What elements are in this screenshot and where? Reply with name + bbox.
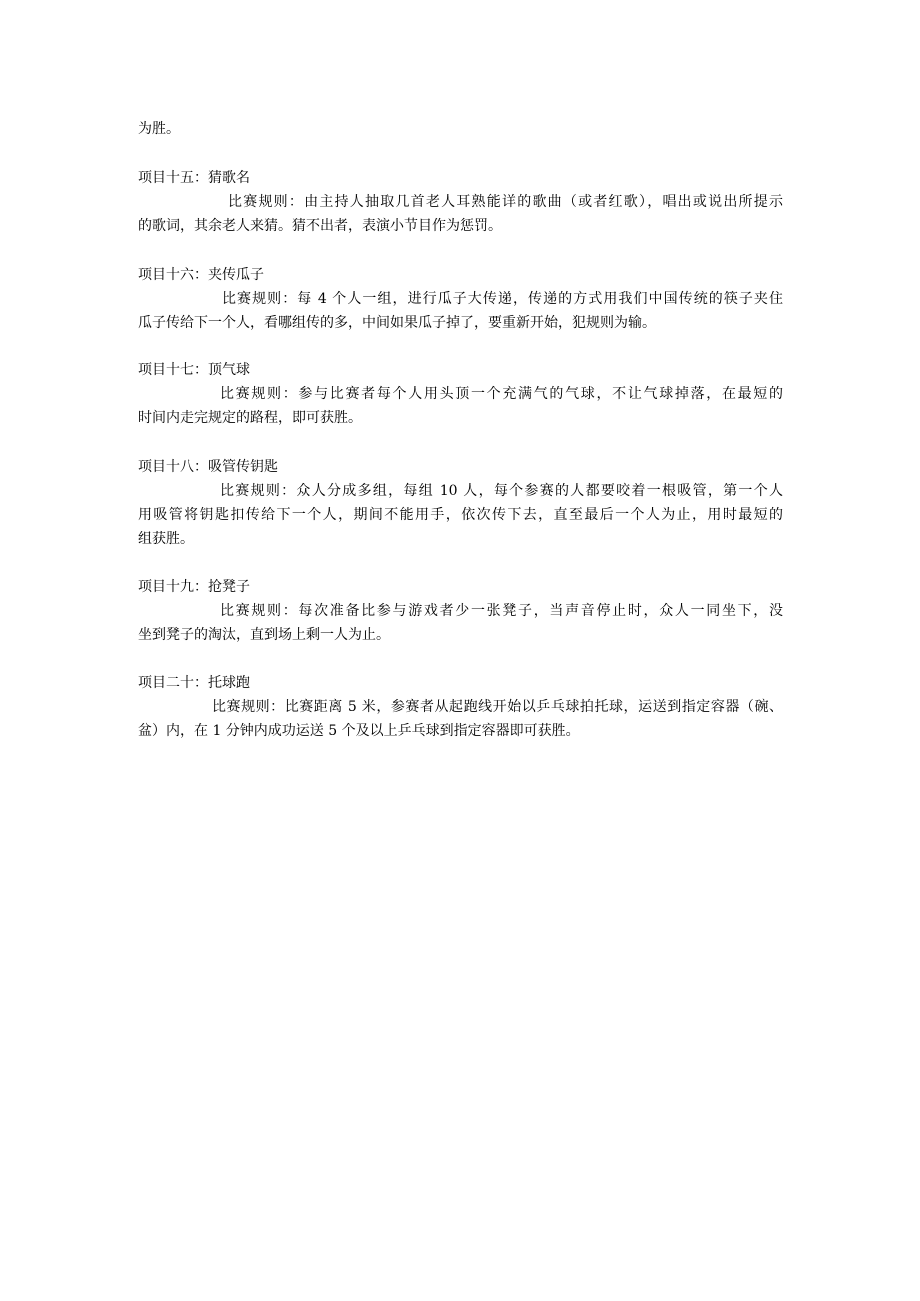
item-rule-line: 组获胜。: [138, 531, 194, 547]
item-rule-line: 的歌词，其余老人来猜。猜不出者，表演小节目作为惩罚。: [138, 218, 502, 234]
item-rule-line: 比赛规则：由主持人抽取几首老人耳熟能详的歌曲（或者红歌），唱出或说出所提示: [228, 194, 783, 210]
item-rule-line: 用吸管将钥匙扣传给下一个人，期间不能用手，依次传下去，直至最后一个人为止，用时最短的: [138, 507, 783, 523]
item-title: 项目十八：吸管传钥匙: [138, 459, 278, 475]
item-title: 项目十六：夹传瓜子: [138, 267, 264, 283]
item-rule-line: 瓜子传给下一个人，看哪组传的多，中间如果瓜子掉了，要重新开始，犯规则为输。: [138, 315, 656, 331]
item-rule-line: 盆）内，在 1 分钟内成功运送 5 个及以上乒乓球到指定容器即可获胜。: [138, 723, 580, 739]
item-title: 项目十九：抢凳子: [138, 579, 250, 595]
item-title: 项目二十：托球跑: [138, 675, 250, 691]
item-rule-line: 比赛规则：参与比赛者每个人用头顶一个充满气的气球，不让气球掉落，在最短的: [220, 386, 783, 402]
item-rule-line: 比赛规则：每次准备比参与游戏者少一张凳子，当声音停止时，众人一同坐下，没: [220, 603, 783, 619]
item-rule-line: 时间内走完规定的路程，即可获胜。: [138, 410, 362, 426]
item-rule-line: 比赛规则：众人分成多组，每组 10 人，每个参赛的人都要咬着一根吸管，第一个人: [220, 483, 783, 499]
item-title: 项目十七：顶气球: [138, 362, 250, 378]
item-rule-line: 比赛规则：每 4 个人一组，进行瓜子大传递，传递的方式用我们中国传统的筷子夹住: [222, 291, 783, 307]
item-title: 项目十五：猜歌名: [138, 170, 250, 186]
item-rule-line: 坐到凳子的淘汰，直到场上剩一人为止。: [138, 627, 390, 643]
intro-tail-text: 为胜。: [138, 121, 180, 137]
item-rule-line: 比赛规则：比赛距离 5 米，参赛者从起跑线开始以乒乓球拍托球，运送到指定容器（碗、: [212, 699, 783, 715]
